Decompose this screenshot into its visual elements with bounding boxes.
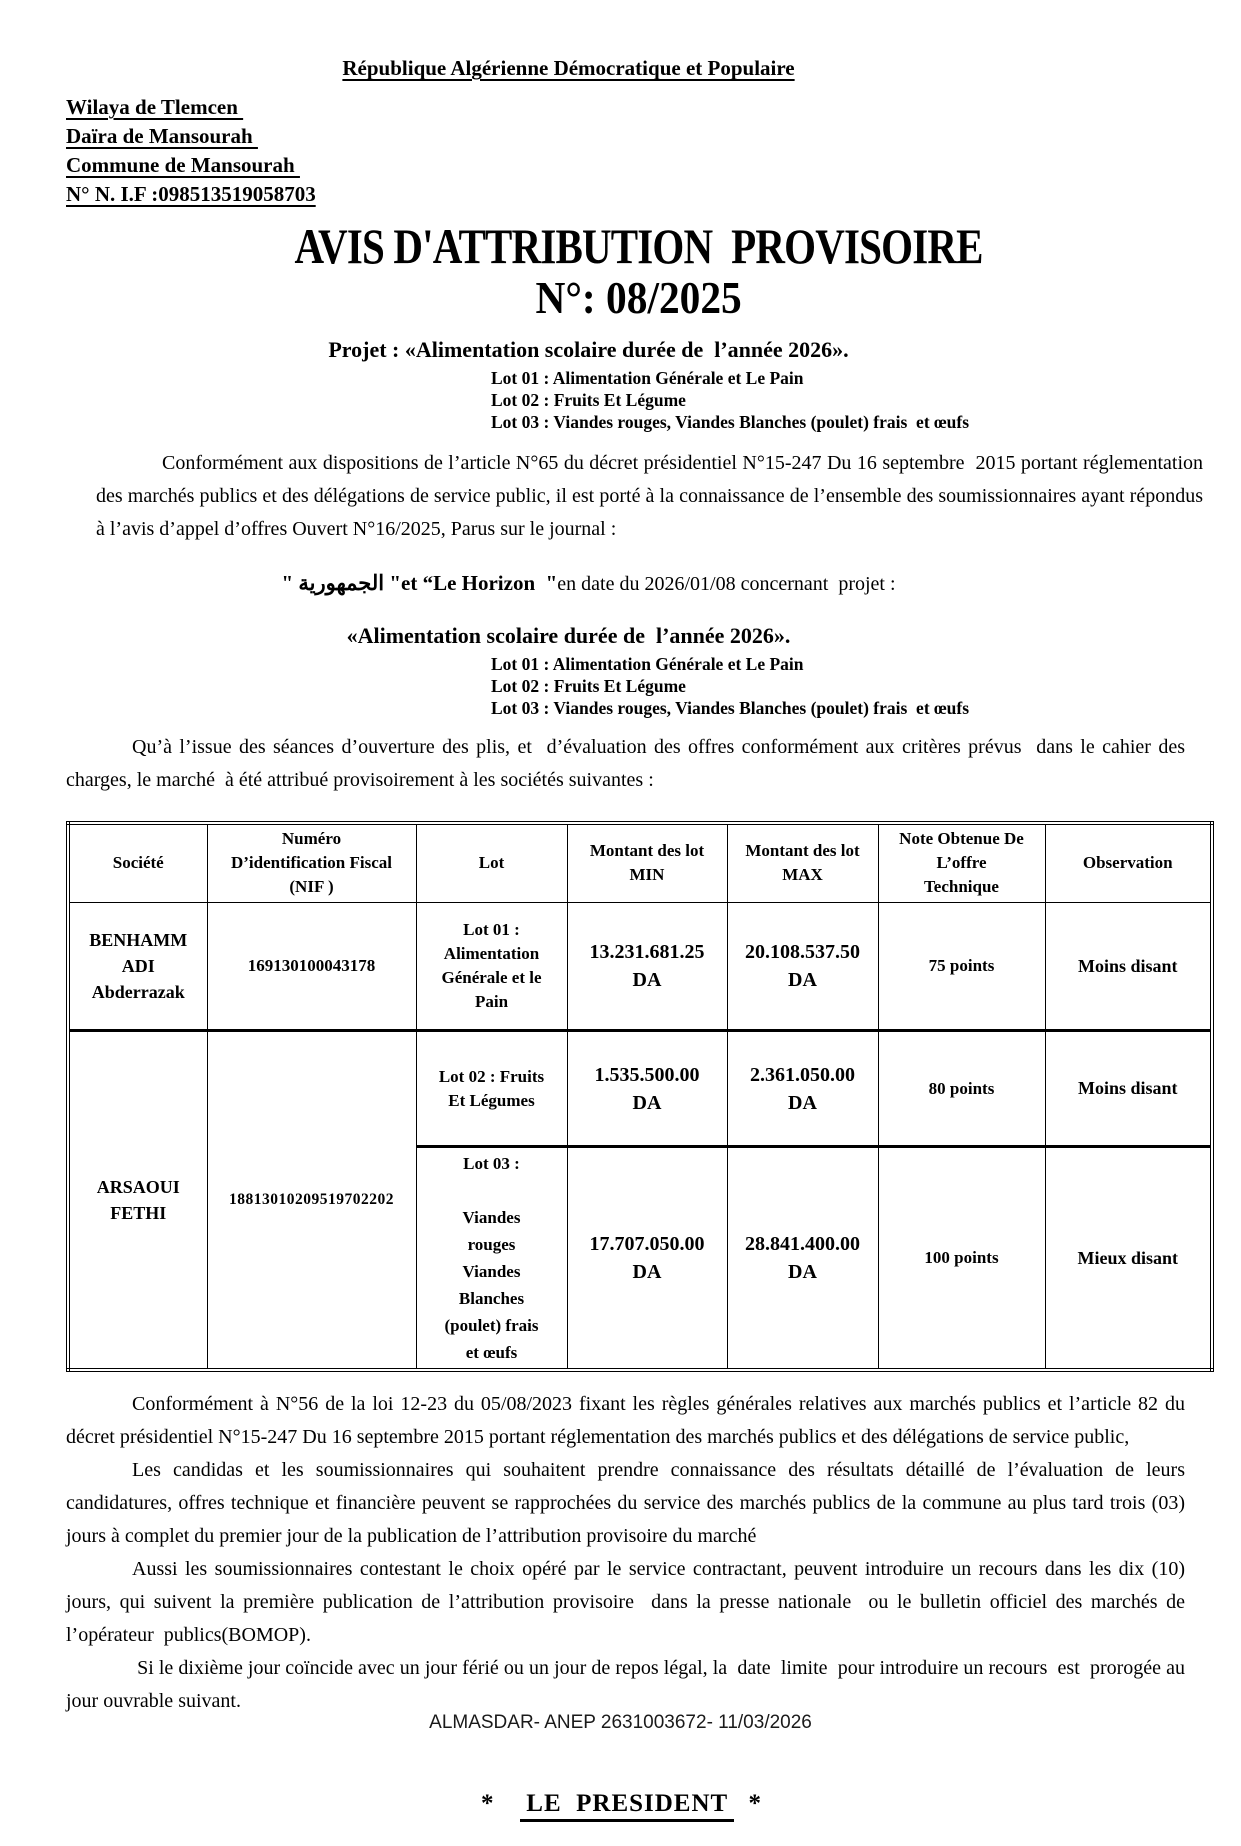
lot-03-line: Lot 03 : Viandes rouges, Viandes Blanches (poulet) frais et œufs <box>491 697 970 718</box>
lot-02-line: Lot 02 : Fruits Et Légume <box>491 675 686 696</box>
table-row-arsaoui-lot02 <box>68 1031 1212 1147</box>
cell-note: 75 points <box>878 903 1045 1031</box>
cell-observation: Mieux disant <box>1045 1147 1212 1371</box>
publication-footer: ALMASDAR- ANEP 2631003672- 11/03/2026 <box>429 1712 812 1733</box>
lot-01-line: Lot 01 : Alimentation Générale et Le Pain <box>491 653 804 674</box>
cell-note: 80 points <box>878 1031 1045 1147</box>
issuer-block <box>66 93 1211 209</box>
star-left: * <box>481 1790 513 1818</box>
cell-nif: 18813010209519702202 <box>207 1031 416 1371</box>
header-societe: Société <box>68 823 207 903</box>
cell-societe: ARSAOUI FETHI <box>68 1031 207 1371</box>
header-nif: Numéro D’identification Fiscal (NIF ) <box>207 823 416 903</box>
closing-paragraph-1: Conformément à N°56 de la loi 12-23 du 05/08/2023 fixant les règles générales relatives aux marchés publics et l’article 82 du décret présidentiel N°15-247 Du 16 septembre 2015 portant réglementation des marchés publics et des délégations de service public, <box>66 1393 1190 1449</box>
cell-lot: Lot 01 : Alimentation Générale et le Pain <box>416 903 567 1031</box>
award-statement-paragraph: Qu’à l’issue des séances d’ouverture des plis, et d’évaluation des offres conformément aux critères prévus dans le cahier des charges, le marché à été attribué provisoirement à les sociétés suivantes : <box>66 735 1190 791</box>
header-note-technique: Note Obtenue De L’offre Technique <box>878 823 1045 903</box>
cell-observation: Moins disant <box>1045 1031 1212 1147</box>
daira-line: Daïra de Mansourah <box>66 124 258 148</box>
notice-title-number: N°: 08/2025 <box>535 272 742 323</box>
cell-nif: 169130100043178 <box>207 903 416 1031</box>
lot-01-line: Lot 01 : Alimentation Générale et Le Pain <box>491 367 804 388</box>
lots-list-repeat <box>491 653 1211 719</box>
star-right: * <box>742 1790 761 1818</box>
header-montant-max: Montant des lot MAX <box>727 823 878 903</box>
header-montant-min: Montant des lot MIN <box>567 823 727 903</box>
header-lot: Lot <box>416 823 567 903</box>
nif-line: N° N. I.F :098513519058703 <box>66 182 316 206</box>
cell-montant-min: 17.707.050.00 DA <box>567 1147 727 1371</box>
lot-02-line: Lot 02 : Fruits Et Légume <box>491 389 686 410</box>
table-row-benhammadi <box>68 903 1212 1031</box>
cell-lot: Lot 02 : Fruits Et Légumes <box>416 1031 567 1147</box>
closing-paragraph-4: Si le dixième jour coïncide avec un jour férié ou un jour de repos légal, la date limite pour introduire un recours est prorogée au jour ouvrable suivant. <box>66 1657 1195 1713</box>
cell-observation: Moins disant <box>1045 903 1212 1031</box>
project-heading: Projet : «Alimentation scolaire durée de l’année 2026». <box>328 336 849 362</box>
lot-03-line: Lot 03 : Viandes rouges, Viandes Blanches (poulet) frais et œufs <box>491 411 970 432</box>
project-repeat-heading: «Alimentation scolaire durée de l’année 2026». <box>346 622 791 648</box>
header-observation: Observation <box>1045 823 1212 903</box>
cell-note: 100 points <box>878 1147 1045 1371</box>
notice-title <box>66 219 1211 323</box>
president-title: LE PRESIDENT <box>520 1790 734 1822</box>
award-table <box>66 821 1214 1373</box>
journal-date-text: en date du 2026/01/08 concernant projet : <box>557 572 896 595</box>
closing-paragraphs <box>66 1388 1211 1718</box>
cell-montant-max: 20.108.537.50 DA <box>727 903 878 1031</box>
notice-title-line1: AVIS D'ATTRIBUTION PROVISOIRE <box>294 218 983 274</box>
table-header-row <box>68 823 1212 903</box>
cell-montant-min: 1.535.500.00 DA <box>567 1031 727 1147</box>
commune-line: Commune de Mansourah <box>66 153 300 177</box>
cell-lot: Lot 03 : Viandes rouges Viandes Blanches (poulet) frais et œufs <box>416 1147 567 1371</box>
cell-montant-max: 2.361.050.00 DA <box>727 1031 878 1147</box>
journal-line <box>66 548 1091 619</box>
closing-paragraph-2: Les candidas et les soumissionnaires qui souhaitent prendre connaissance des résultats détaillé de l’évaluation de leurs candidatures, offres technique et financière peuvent se rapprochées du service des marchés publics de la commune au plus tard trois (03) jours à complet du premier jour de la publication de l’attribution provisoire du marché <box>66 1459 1190 1548</box>
journal-names: " الجمهورية "et “Le Horizon " <box>281 570 558 595</box>
intro-paragraph: Conformément aux dispositions de l’article N°65 du décret présidentiel N°15-247 Du 16 septembre 2015 portant réglementation des marchés publics et des délégations de service public, il est porté à la connaissance de l’ensemble des soumissionnaires ayant répondus à l’avis d’appel d’offres Ouvert N°16/2025, Parus sur le journal : <box>96 451 1208 540</box>
signature-line <box>66 1762 1151 1846</box>
wilaya-line: Wilaya de Tlemcen <box>66 95 244 119</box>
cell-societe: BENHAMM ADI Abderrazak <box>68 903 207 1031</box>
republic-heading: République Algérienne Démocratique et Populaire <box>342 56 795 80</box>
cell-montant-min: 13.231.681.25 DA <box>567 903 727 1031</box>
lots-list-top <box>491 367 1211 433</box>
closing-paragraph-3: Aussi les soumissionnaires contestant le choix opéré par le service contractant, peuvent introduire un recours dans les dix (10) jours, qui suivent la première publication de l’attribution provisoire dans la presse nationale ou le bulletin officiel des marchés de l’opérateur publics(BOMOP). <box>66 1558 1190 1647</box>
cell-montant-max: 28.841.400.00 DA <box>727 1147 878 1371</box>
